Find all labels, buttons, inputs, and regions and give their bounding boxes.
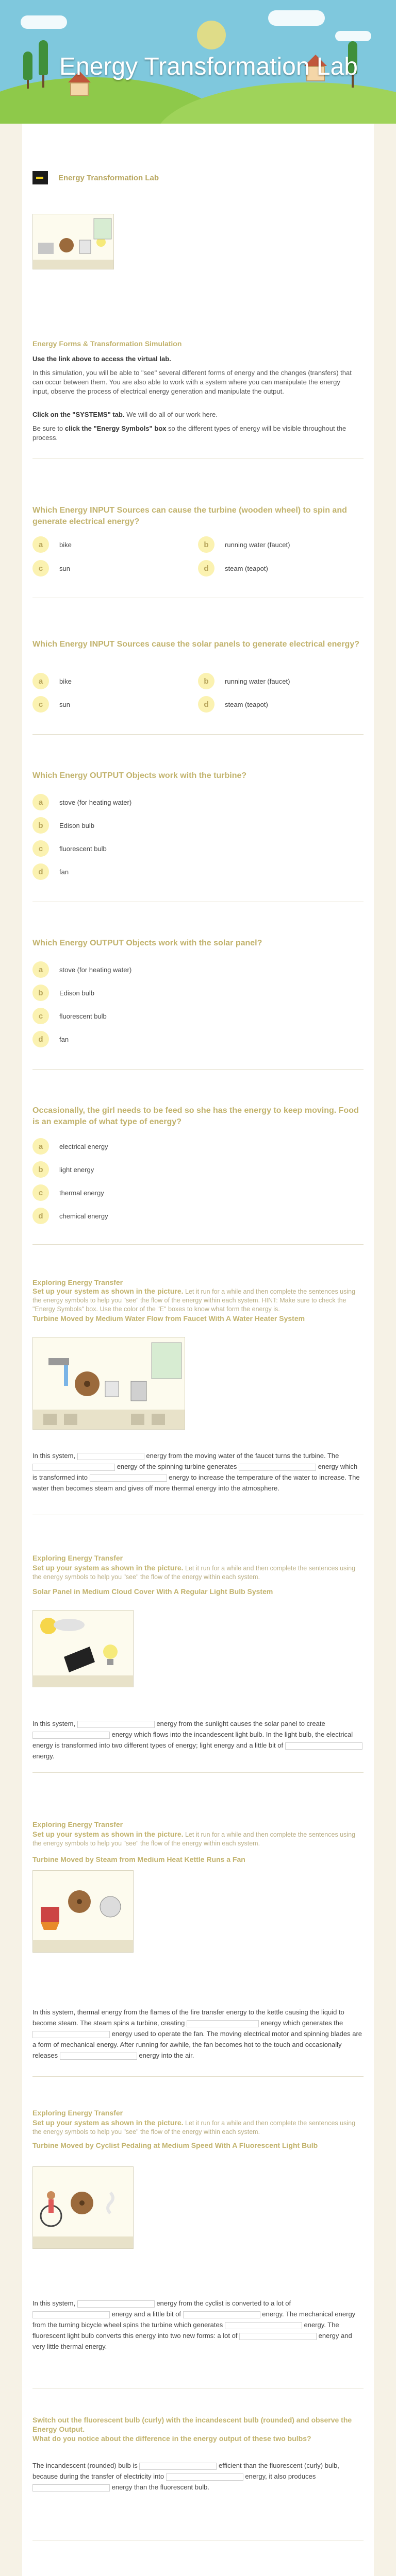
blank-input[interactable] xyxy=(77,2300,155,2308)
answer-option[interactable]: c fluorescent bulb xyxy=(32,840,107,857)
answer-option[interactable]: d steam (teapot) xyxy=(198,560,268,577)
blank-input[interactable] xyxy=(239,1464,316,1471)
fill-in-paragraph: The incandescent (rounded) bulb is efficient than the fluorescent (curly) bulb, because during the transfer of electricity into energy, it also produces energy than the fluorescent bulb. xyxy=(32,2462,339,2491)
fill-in-paragraph: In this system, energy from the cyclist is converted to a lot of energy and a little bit of energy. The mechanical energy from the turning bicycle wheel spins the turbine which generates energy. The fluorescent light bulb converts this energy into two new forms: a lot of energy and very little thermal energy. xyxy=(32,2299,356,2350)
transfer-subtitle: Turbine Moved by Medium Water Flow from Faucet With A Water Heater System xyxy=(32,1314,305,1323)
sun-graphic xyxy=(197,21,226,49)
blank-input[interactable] xyxy=(90,1475,167,1482)
intro-title[interactable]: Energy Transformation Lab xyxy=(58,173,159,182)
header-banner xyxy=(0,0,396,124)
cloud-graphic xyxy=(335,31,371,41)
intro-p1: Use the link above to access the virtual lab. xyxy=(32,355,171,363)
system-screenshot xyxy=(32,2166,134,2249)
kettle-turbine-fan-graphic xyxy=(33,1871,133,1952)
intro-p3: Click on the "SYSTEMS" tab. We will do all of our work here. xyxy=(32,411,218,418)
answer-option[interactable]: c fluorescent bulb xyxy=(32,1007,107,1025)
blank-input[interactable] xyxy=(285,1742,362,1750)
answer-option[interactable]: d steam (teapot) xyxy=(198,696,268,713)
blank-input[interactable] xyxy=(32,1464,115,1471)
blank-input[interactable] xyxy=(225,2322,302,2329)
blank-input[interactable] xyxy=(32,2484,110,2492)
tree-graphic xyxy=(39,40,48,75)
answer-option[interactable]: b running water (faucet) xyxy=(198,672,290,690)
transfer-setup: Set up your system as shown in the picture. Let it run for a while and then complete the sentences using the energy symbols to help you "see" the flow of the energy within each system. xyxy=(32,2119,356,2136)
hill-graphic xyxy=(155,82,396,124)
answer-option[interactable]: a stove (for heating water) xyxy=(32,793,131,811)
blank-input[interactable] xyxy=(239,2333,317,2340)
answer-option[interactable]: b light energy xyxy=(32,1161,94,1178)
tree-graphic xyxy=(23,52,32,80)
answer-option[interactable]: d fan xyxy=(32,1030,69,1048)
fill-in-paragraph: In this system, thermal energy from the flames of the fire transfer energy to the kettle causing the liquid to become steam. The steam spins a turbine, creating energy which generates the energy used to operate the fan. The moving electrical motor and spinning blades are a form of mechanical energy. After running for awhile, the fan becomes hot to the touch and occasionally releases energy into the air. xyxy=(32,2008,362,2059)
blank-input[interactable] xyxy=(187,2020,259,2027)
intro-p2: In this simulation, you will be able to "see" several different forms of energy and the changes (transfers) that can occur between them. You are also able to work with a system where you can manipulate the energy input, observe the process of electrical energy generation and manipulate the output. xyxy=(32,369,352,395)
blank-input[interactable] xyxy=(139,2463,217,2470)
blank-input[interactable] xyxy=(60,2053,137,2060)
blank-input[interactable] xyxy=(32,2031,110,2038)
blank-input[interactable] xyxy=(183,2311,260,2318)
lab-thumbnail[interactable] xyxy=(32,214,114,269)
answer-option[interactable]: c sun xyxy=(32,696,70,713)
answer-option[interactable]: a bike xyxy=(32,672,72,690)
lab-preview-graphic xyxy=(33,214,113,269)
question-title: Which Energy OUTPUT Objects work with the solar panel? xyxy=(32,939,262,947)
blank-input[interactable] xyxy=(166,2473,243,2481)
system-screenshot xyxy=(32,1337,185,1430)
transfer-title: Exploring Energy Transfer xyxy=(32,2109,123,2117)
transfer-setup: Set up your system as shown in the picture. Let it run for a while and then complete the sentences using the energy symbols to help you "see" the flow of the energy within each system. xyxy=(32,1830,356,1847)
question-title: Which Energy INPUT Sources can cause the turbine (wooden wheel) to spin and generate electrical energy? xyxy=(32,506,347,526)
answer-option[interactable]: d chemical energy xyxy=(32,1207,108,1225)
cloud-graphic xyxy=(268,10,325,26)
blank-input[interactable] xyxy=(77,1721,155,1728)
transfer-title: Exploring Energy Transfer xyxy=(32,1554,123,1562)
answer-option[interactable]: c sun xyxy=(32,560,70,577)
page-title: Energy Transformation Lab xyxy=(59,53,358,80)
house-graphic xyxy=(70,82,89,96)
system-screenshot xyxy=(32,1610,134,1687)
transfer-subtitle: Turbine Moved by Steam from Medium Heat Kettle Runs a Fan xyxy=(32,1855,245,1863)
answer-option[interactable]: d fan xyxy=(32,863,69,880)
answer-option[interactable]: a bike xyxy=(32,536,72,553)
intro-header xyxy=(32,170,159,185)
phet-logo-icon xyxy=(32,171,48,184)
transfer-title: Exploring Energy Transfer xyxy=(32,1278,123,1286)
solar-panel-bulb-graphic xyxy=(33,1611,133,1687)
content-card xyxy=(22,124,374,2576)
blank-input[interactable] xyxy=(32,1732,110,1739)
question-title: Which Energy INPUT Sources cause the solar panels to generate electrical energy? xyxy=(32,640,359,649)
answer-option[interactable]: c thermal energy xyxy=(32,1184,104,1201)
answer-option[interactable]: a electrical energy xyxy=(32,1138,108,1155)
transfer-setup: Set up your system as shown in the picture. Let it run for a while and then complete the sentences using the energy symbols to help you "see" the flow of the energy within each system. xyxy=(32,1564,356,1581)
question-title: Occasionally, the girl needs to be feed so she has the energy to keep moving. Food is an example of what type of energy? xyxy=(32,1106,359,1126)
answer-option[interactable]: b Edison bulb xyxy=(32,817,94,834)
transfer-subtitle: Turbine Moved by Cyclist Pedaling at Medium Speed With A Fluorescent Light Bulb xyxy=(32,2141,318,2149)
sim-title: Energy Forms & Transformation Simulation xyxy=(32,340,182,348)
cyclist-turbine-bulb-graphic xyxy=(33,2167,133,2248)
transfer-title: Exploring Energy Transfer xyxy=(32,1820,123,1828)
question-title: Which Energy OUTPUT Objects work with the turbine? xyxy=(32,771,247,780)
fill-in-paragraph: In this system, energy from the sunlight causes the solar panel to create energy which flows into the incandescent light bulb. In the light bulb, the electrical energy is transformed into two different types of energy; light energy and a little bit of energy. xyxy=(32,1718,362,1761)
blank-input[interactable] xyxy=(32,2311,110,2318)
transfer-subtitle: Solar Panel in Medium Cloud Cover With A Regular Light Bulb System xyxy=(32,1587,273,1596)
blank-input[interactable] xyxy=(77,1453,144,1460)
intro-p4: Be sure to click the "Energy Symbols" box so the different types of energy will be visible throughout the process. xyxy=(32,425,346,442)
cloud-graphic xyxy=(21,15,67,29)
compare-title: Switch out the fluorescent bulb (curly) with the incandescent bulb (rounded) and observe the Energy Output. What do you notice about the difference in the energy output of these two bulbs? xyxy=(32,2416,352,2443)
system-screenshot xyxy=(32,1870,134,1953)
answer-option[interactable]: b Edison bulb xyxy=(32,984,94,1002)
answer-option[interactable]: b running water (faucet) xyxy=(198,536,290,553)
transfer-setup: Set up your system as shown in the picture. Let it run for a while and then complete the sentences using the energy symbols to help you "see" the flow of the energy within each system. HINT: Make sure to check the "Energy Symbols" box. Use the color of the "E" boxes to know what form the energy is. xyxy=(32,1287,356,1313)
fill-in-paragraph: In this system, energy from the moving water of the faucet turns the turbine. The energy of the spinning turbine generates energy which is transformed into energy to increase the temperature of the water to increase. The water then becomes steam and gives off more thermal energy into the atmosphere. xyxy=(32,1452,360,1492)
answer-option[interactable]: a stove (for heating water) xyxy=(32,961,131,978)
faucet-turbine-heater-graphic xyxy=(33,1337,185,1429)
